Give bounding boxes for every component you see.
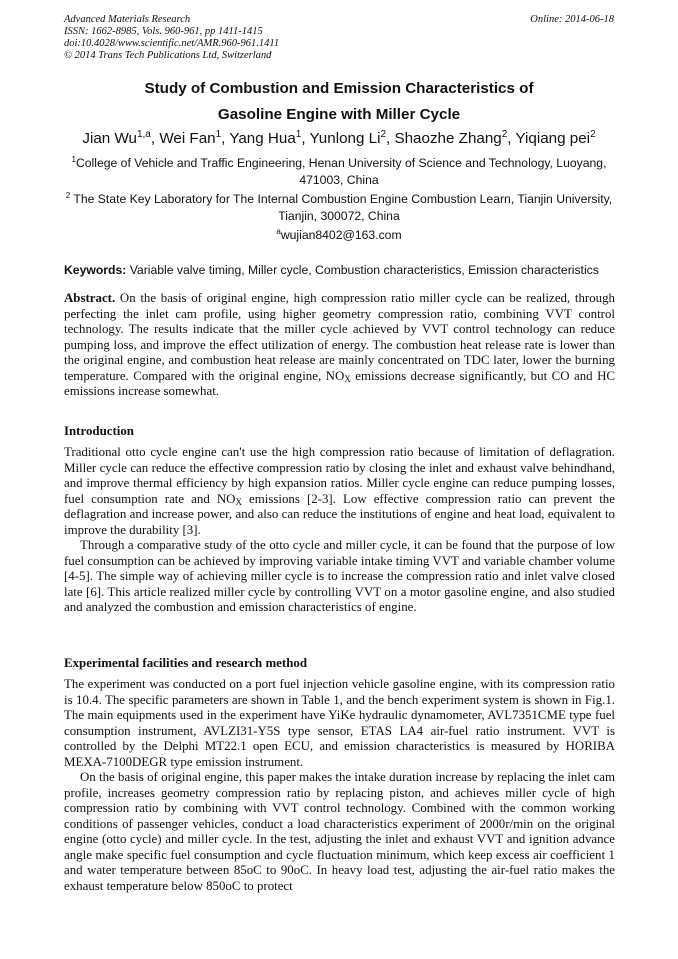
section-heading-experimental: Experimental facilities and research method [64, 656, 307, 670]
abstract-label: Abstract. [64, 291, 116, 305]
author-email: $^a$wujian8402@163.com [276, 227, 402, 242]
author: Yang Hua$^1$, [229, 129, 310, 147]
author: Wei Fan$^1$, [159, 129, 230, 147]
keywords [64, 263, 624, 277]
intro-paragraph-1: Traditional otto cycle engine can't use the high compression ratio because of limitation of deflagration. Miller cycle can reduce the effective compression ratio by closing the inlet and exhaust valve behindhand, and improve thermal efficiency by high expansion ratios. Miller cycle engine can reduce pumping losses, fuel consumption rate and $NO_X$ emissions [2-3]. Low effective compression ratio can prevent the deflagration and increase power, and also can reduce the institutions of engine and heat load, equivalent to improve the durability [3]. [64, 445, 615, 537]
online-date: Online: 2014-06-18 [530, 14, 614, 25]
paper-title-line2: Gasoline Engine with Miller Cycle [217, 106, 461, 123]
author: Yunlong Li$^2$, [309, 129, 395, 147]
journal-name: Advanced Materials Research [64, 14, 191, 25]
experimental-paragraph-2: On the basis of original engine, this paper makes the intake duration increase by replacing the inlet cam profile, increases geometry compression ratio by replacing piston, and achieves miller cycle of high compression ratio by combining with VVT control technology. Combined with the common working conditions of passenger vehicles, conduct a load characteristics experiment of 2000r/min on the original engine (otto cycle) and miller cycle. In the test, adjusting the inlet and exhaust VVT and ignition advance angle make specific fuel consumption and cycle fluctuation minimum, which keep excess air coefficient 1 and water temperature between 85oC to 90oC. In heavy load test, adjusting the air-fuel ratio makes the exhaust temperature below 850oC to protect [64, 770, 615, 893]
affiliation-1: $^1$College of Vehicle and Traffic Engineering, Henan University of Science and Technology, Luoyang, 471003, China [71, 155, 607, 187]
journal-doi: doi:10.4028/www.scientific.net/AMR.960-961.1411 [64, 38, 280, 49]
journal-header [64, 14, 279, 62]
keywords-label: Keywords: [64, 263, 127, 277]
paper-title-line1: Study of Combustion and Emission Characteristics of [144, 80, 534, 97]
experimental-paragraph-1: The experiment was conducted on a port fuel injection vehicle gasoline engine, with its compression ratio is 10.4. The specific parameters are shown in Table 1, and the bench experiment system is shown in Fig.1. The main equipments used in the experiment have YiKe hydraulic dynamometer, AVL7351CME type fuel consumption instrument, AVLZI31-Y5S type sensor, ETAS LA4 air-fuel ratio instrument. VVT is controlled by the Delphi MT22.1 open ECU, and emission characteristics is measured by HORIBA MEXA-7100DEGR type emission instrument. [64, 677, 615, 769]
author: Yiqiang pei$^2$ [515, 129, 596, 147]
author: Jian Wu$^{1,a}$, [82, 129, 160, 147]
author-list [40, 128, 638, 150]
author: Shaozhe Zhang$^2$, [394, 129, 516, 147]
abstract: Abstract. On the basis of original engine, high compression ratio miller cycle can be realized, through perfecting the inlet cam profile, using higher geometry compression ratio, combining VVT control technology. The results indicate that the miller cycle achieved by VVT control technology can reduce pumping loss, and improve the effect utilization of energy. The combustion heat release rate is lower than the original engine, and combustion heat release are mainly concentrated on TDC later, lower the burning temperature. Compared with the original engine, $NO_X$ emissions decrease significantly, but CO and HC emissions increase somewhat. [64, 291, 615, 398]
intro-paragraph-2: Through a comparative study of the otto cycle and miller cycle, it can be found that the purpose of low fuel consumption can be achieved by improving variable intake timing VVT and variable chamber volume [4-5]. The simple way of achieving miller cycle is to increase the compression ratio and inlet valve closed late [6]. This article realized miller cycle by controlling VVT on a motor gasoline engine, and also studied and analyzed the combustion and emission characteristics of engine. [64, 538, 615, 614]
section-heading-introduction: Introduction [64, 424, 134, 438]
affiliation-2: $^2$ The State Key Laboratory for The Internal Combustion Engine Combustion Learn, Tianjin University, Tianjin, 300072, China [65, 191, 613, 223]
journal-issn: ISSN: 1662-8985, Vols. 960-961, pp 1411-1415 [64, 26, 263, 37]
journal-copyright: © 2014 Trans Tech Publications Ltd, Switzerland [64, 50, 272, 61]
keywords-text: Variable valve timing, Miller cycle, Combustion characteristics, Emission characteristics [126, 263, 599, 277]
